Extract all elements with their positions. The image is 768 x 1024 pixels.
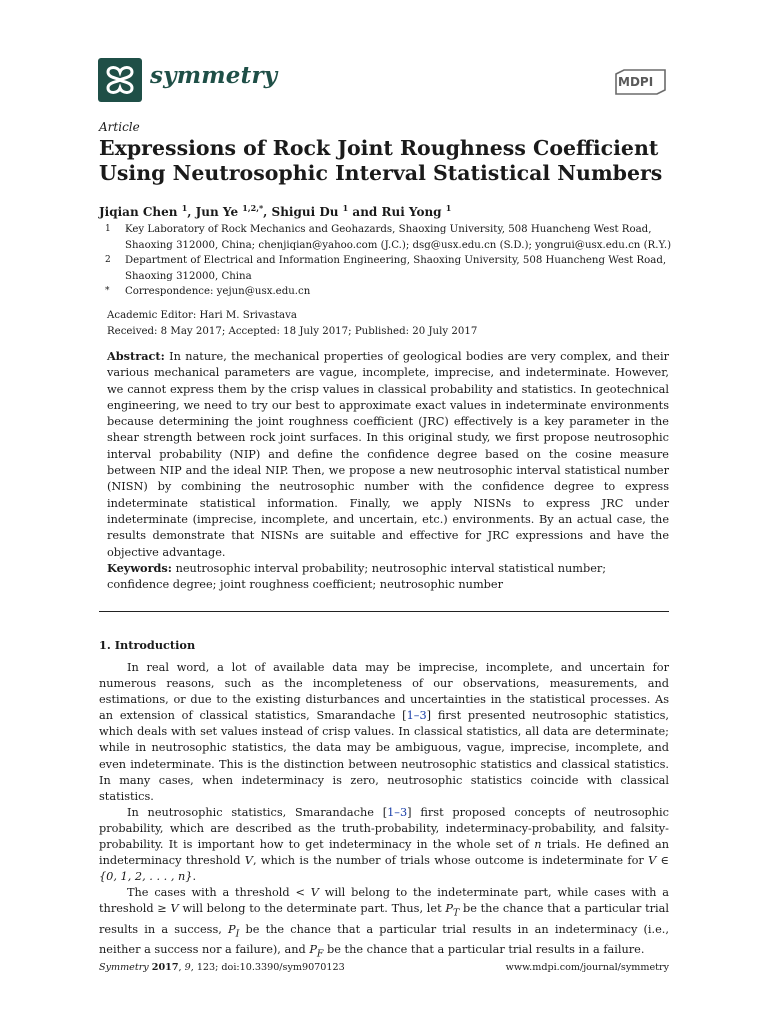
citation-link[interactable]: 1–3 bbox=[387, 805, 408, 819]
paragraph: In real word, a lot of available data may be imprecise, incomplete, and uncertain for numerous reasons, such as the incompleteness of our observations, measurements, and estimations, or due to the existing disturbances and uncertainties in the statistical processes. As an extension of classical statistics, Smarandache [1–3] first presented neutrosophic statistics, which deals with set values instead of crisp values. In classical statistics, all data are determinate; while in neutrosophic statistics, the data may be ambiguous, vague, imprecise, incomplete, and even indeterminate. This is the distinction between neutrosophic statistics and classical statistics. In many cases, when indeterminacy is zero, neutrosophic statistics coincide with classical statistics. bbox=[99, 661, 669, 803]
section-divider bbox=[99, 611, 669, 612]
symmetry-logo-icon bbox=[98, 58, 142, 102]
article-type: Article bbox=[99, 120, 140, 134]
affiliation-line: Key Laboratory of Rock Mechanics and Geohazards, Shaoxing University, 508 Huancheng West Road, bbox=[125, 224, 652, 235]
journal-name: symmetry bbox=[150, 62, 278, 89]
keywords-label: Keywords: bbox=[107, 561, 172, 575]
keywords bbox=[107, 560, 669, 594]
affiliation-2 bbox=[99, 253, 674, 284]
affiliation-1 bbox=[99, 222, 674, 253]
author-name: Shigui Du bbox=[271, 205, 339, 219]
affiliation-mark: 1 bbox=[105, 224, 111, 234]
affiliation-line: Shaoxing 312000, China; chenjiqian@yahoo.com (J.C.); dsg@usx.edu.cn (S.D.); yongrui@usx.edu.cn (R.Y.) bbox=[125, 239, 672, 251]
section-heading: 1. Introduction bbox=[99, 638, 196, 652]
editor-and-dates bbox=[107, 308, 477, 339]
affiliation-line: Shaoxing 312000, China bbox=[125, 270, 252, 282]
abstract bbox=[107, 348, 669, 561]
affiliation-mark: 2 bbox=[105, 255, 111, 265]
article-title bbox=[99, 136, 679, 186]
abstract-text: In nature, the mechanical properties of geological bodies are very complex, and their various mechanical parameters are vague, incomplete, imprecise, and indeterminate. However, we cannot express them by the crisp values in classical probability and statistics. In geotechnical engineering, we need to try our best to approximate exact values in indeterminate environments because determining the joint roughness coefficient (JRC) effectively is a key parameter in the shear strength between rock joint surfaces. In this original study, we first propose neutrosophic interval probability (NIP) and define the confidence degree based on the cosine measure between NIP and the ideal NIP. Then, we propose a new neutrosophic interval statistical number (NISN) by combining the neutrosophic number with the confidence degree to express indeterminate statistical information. Finally, we apply NISNs to express JRC under indeterminate (imprecise, incomplete, and uncertain, etc.) environments. By an actual case, the results demonstrate that NISNs are suitable and effective for JRC expressions and have the objective advantage. bbox=[107, 350, 669, 559]
author-name: Jun Ye bbox=[195, 205, 239, 219]
author-affil-mark: 1 bbox=[445, 203, 452, 213]
mdpi-logo-text: MDPI bbox=[618, 75, 654, 89]
keywords-text: neutrosophic interval probability; neutrosophic interval statistical number; confidence degree; joint roughness coefficient; neutrosophic number bbox=[107, 562, 607, 592]
author-affil-mark: 1,2,* bbox=[242, 203, 264, 213]
author-name: Jiqian Chen bbox=[99, 205, 178, 219]
correspondence bbox=[99, 284, 674, 300]
author-affil-mark: 1 bbox=[181, 203, 188, 213]
author-affil-mark: 1 bbox=[342, 203, 349, 213]
affiliation-line: Department of Electrical and Information Engineering, Shaoxing University, 508 Huancheng West Road, bbox=[125, 255, 667, 266]
citation-link[interactable]: 1–3 bbox=[406, 709, 427, 723]
journal-url[interactable]: www.mdpi.com/journal/symmetry bbox=[505, 962, 669, 973]
title-line-2: Using Neutrosophic Interval Statistical Numbers bbox=[99, 161, 663, 185]
author-name: and Rui Yong bbox=[352, 205, 442, 219]
paragraph: The cases with a threshold < V will belong to the indeterminate part, while cases with a threshold ≥ V will belong to the determinate part. Thus, let $P_T$ be the chance that a particular trial results in a success, $P_I$ be the chance that a particular trial results in an indeterminacy (i.e., neither a success nor a failure), and $P_F$ be the chance that a particular trial results in a failure. bbox=[99, 886, 669, 960]
publication-dates: Received: 8 May 2017; Accepted: 18 July 2017; Published: 20 July 2017 bbox=[107, 325, 478, 337]
author-list: Jiqian Chen $^1$, Jun Ye $^{1,2,*}$, Shigui Du $^1$ and Rui Yong $^1$ bbox=[99, 203, 452, 219]
abstract-label: Abstract: bbox=[107, 349, 165, 363]
title-line-1: Expressions of Rock Joint Roughness Coefficient bbox=[99, 136, 659, 160]
correspondence-email[interactable]: Correspondence: yejun@usx.edu.cn bbox=[125, 286, 311, 297]
affiliation-mark: * bbox=[105, 286, 110, 296]
academic-editor: Academic Editor: Hari M. Srivastava bbox=[107, 310, 297, 321]
citation-footer: Symmetry 2017, 9, 123; doi:10.3390/sym9070123 bbox=[99, 962, 345, 973]
paragraph: In neutrosophic statistics, Smarandache [1–3] first proposed concepts of neutrosophic probability, which are described as the truth-probability, indeterminacy-probability, and falsity-probability. It is important how to get indeterminacy in the whole set of n trials. He defined an indeterminacy threshold V, which is the number of trials whose outcome is indeterminate for V ∈ {0, 1, 2, . . . , n}. bbox=[99, 805, 669, 884]
introduction-body bbox=[99, 660, 669, 962]
